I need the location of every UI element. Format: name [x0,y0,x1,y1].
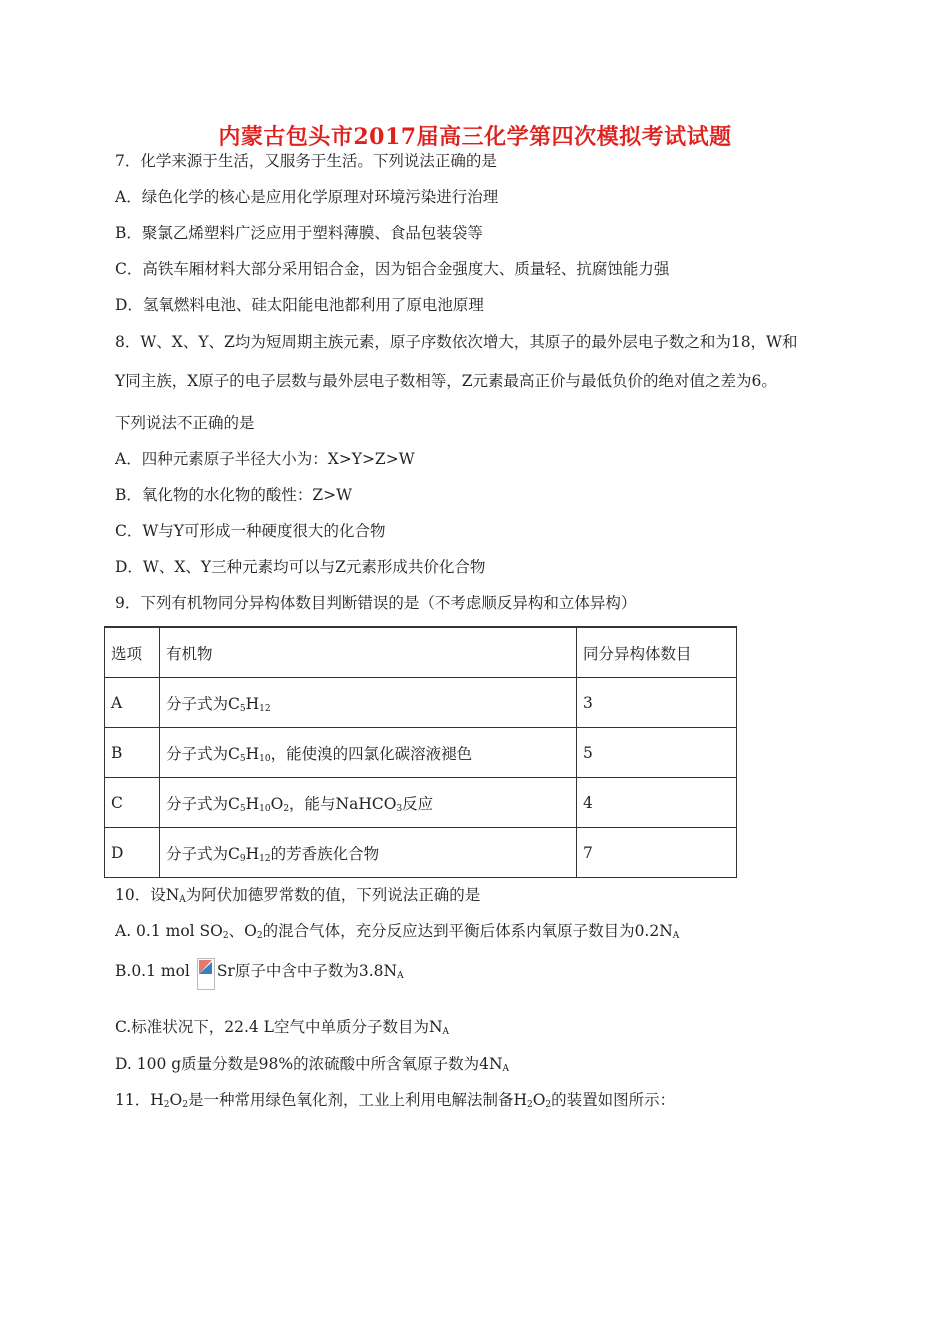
row-option: D [105,828,160,878]
row-isomer-count: 7 [577,828,737,878]
q8-option-a: A．四种元素原子半径大小为：X>Y>Z>W [115,450,415,468]
q8-stem-line2: Y同主族，X原子的电子层数与最外层电子数相等，Z元素最高正价与最低负价的绝对值之差为6。 [115,372,777,390]
row-compound: 分子式为$C_5H_{10}O_2$，能与NaHCO$_3$反应 [160,778,577,828]
header-compound: 有机物 [160,627,577,678]
row-compound: 分子式为$C_5H_{12}$ [160,678,577,728]
table-header-row [105,627,737,678]
row-option: B [105,728,160,778]
q7-option-a: A．绿色化学的核心是应用化学原理对环境污染进行治理 [115,188,499,206]
table-row [105,778,737,828]
row-compound: 分子式为$C_9H_{12}$的芳香族化合物 [160,828,577,878]
table-row [105,828,737,878]
q8-option-c: C．W与Y可形成一种硬度很大的化合物 [115,522,386,540]
q10-option-b: B.0.1 mol Sr原子中含中子数为$3.8N_A$ [115,958,404,990]
q10-option-a: A. 0.1 mol $SO_2$、$O_2$的混合气体，充分反应达到平衡后体系内氧原子数目为$0.2N_A$ [115,922,680,941]
q7-option-b: B．聚氯乙烯塑料广泛应用于塑料薄膜、食品包装袋等 [115,224,483,242]
q8-option-b: B．氧化物的水化物的酸性：Z>W [115,486,353,504]
row-compound: 分子式为$C_5H_{10}$，能使溴的四氯化碳溶液褪色 [160,728,577,778]
header-isomer-count: 同分异构体数目 [577,627,737,678]
q11-stem: 11．$H_2O_2$是一种常用绿色氧化剂，工业上利用电解法制备$H_2O_2$的装置如图所示： [115,1091,676,1110]
table-row [105,678,737,728]
row-isomer-count: 5 [577,728,737,778]
isotope-image-icon [197,958,215,990]
q10-option-c: C.标准状况下，22.4 L空气中单质分子数目为$N_A$ [115,1018,450,1037]
row-isomer-count: 3 [577,678,737,728]
row-option: C [105,778,160,828]
q7-option-c: C．高铁车厢材料大部分采用铝合金，因为铝合金强度大、质量轻、抗腐蚀能力强 [115,260,670,278]
row-isomer-count: 4 [577,778,737,828]
q7-option-d: D．氢氧燃料电池、硅太阳能电池都利用了原电池原理 [115,296,484,314]
q8-option-d: D．W、X、Y三种元素均可以与Z元素形成共价化合物 [115,558,486,576]
q9-stem: 9．下列有机物同分异构体数目判断错误的是（不考虑顺反异构和立体异构） [115,594,637,612]
q10-option-d: D. 100 g质量分数是98%的浓硫酸中所含氧原子数为$4N_A$ [115,1055,510,1074]
row-option: A [105,678,160,728]
isomer-table [104,626,737,878]
header-option: 选项 [105,627,160,678]
q10-stem: 10．设$N_A$为阿伏加德罗常数的值，下列说法正确的是 [115,886,481,905]
page-title: 内蒙古包头市2017届高三化学第四次模拟考试试题 [218,124,732,150]
q7-stem: 7．化学来源于生活，又服务于生活。下列说法正确的是 [115,152,497,170]
table-row [105,728,737,778]
q8-stem-line3: 下列说法不正确的是 [115,414,255,432]
q8-stem-line1: 8．W、X、Y、Z均为短周期主族元素，原子序数依次增大，其原子的最外层电子数之和为18，W和 [115,333,798,351]
